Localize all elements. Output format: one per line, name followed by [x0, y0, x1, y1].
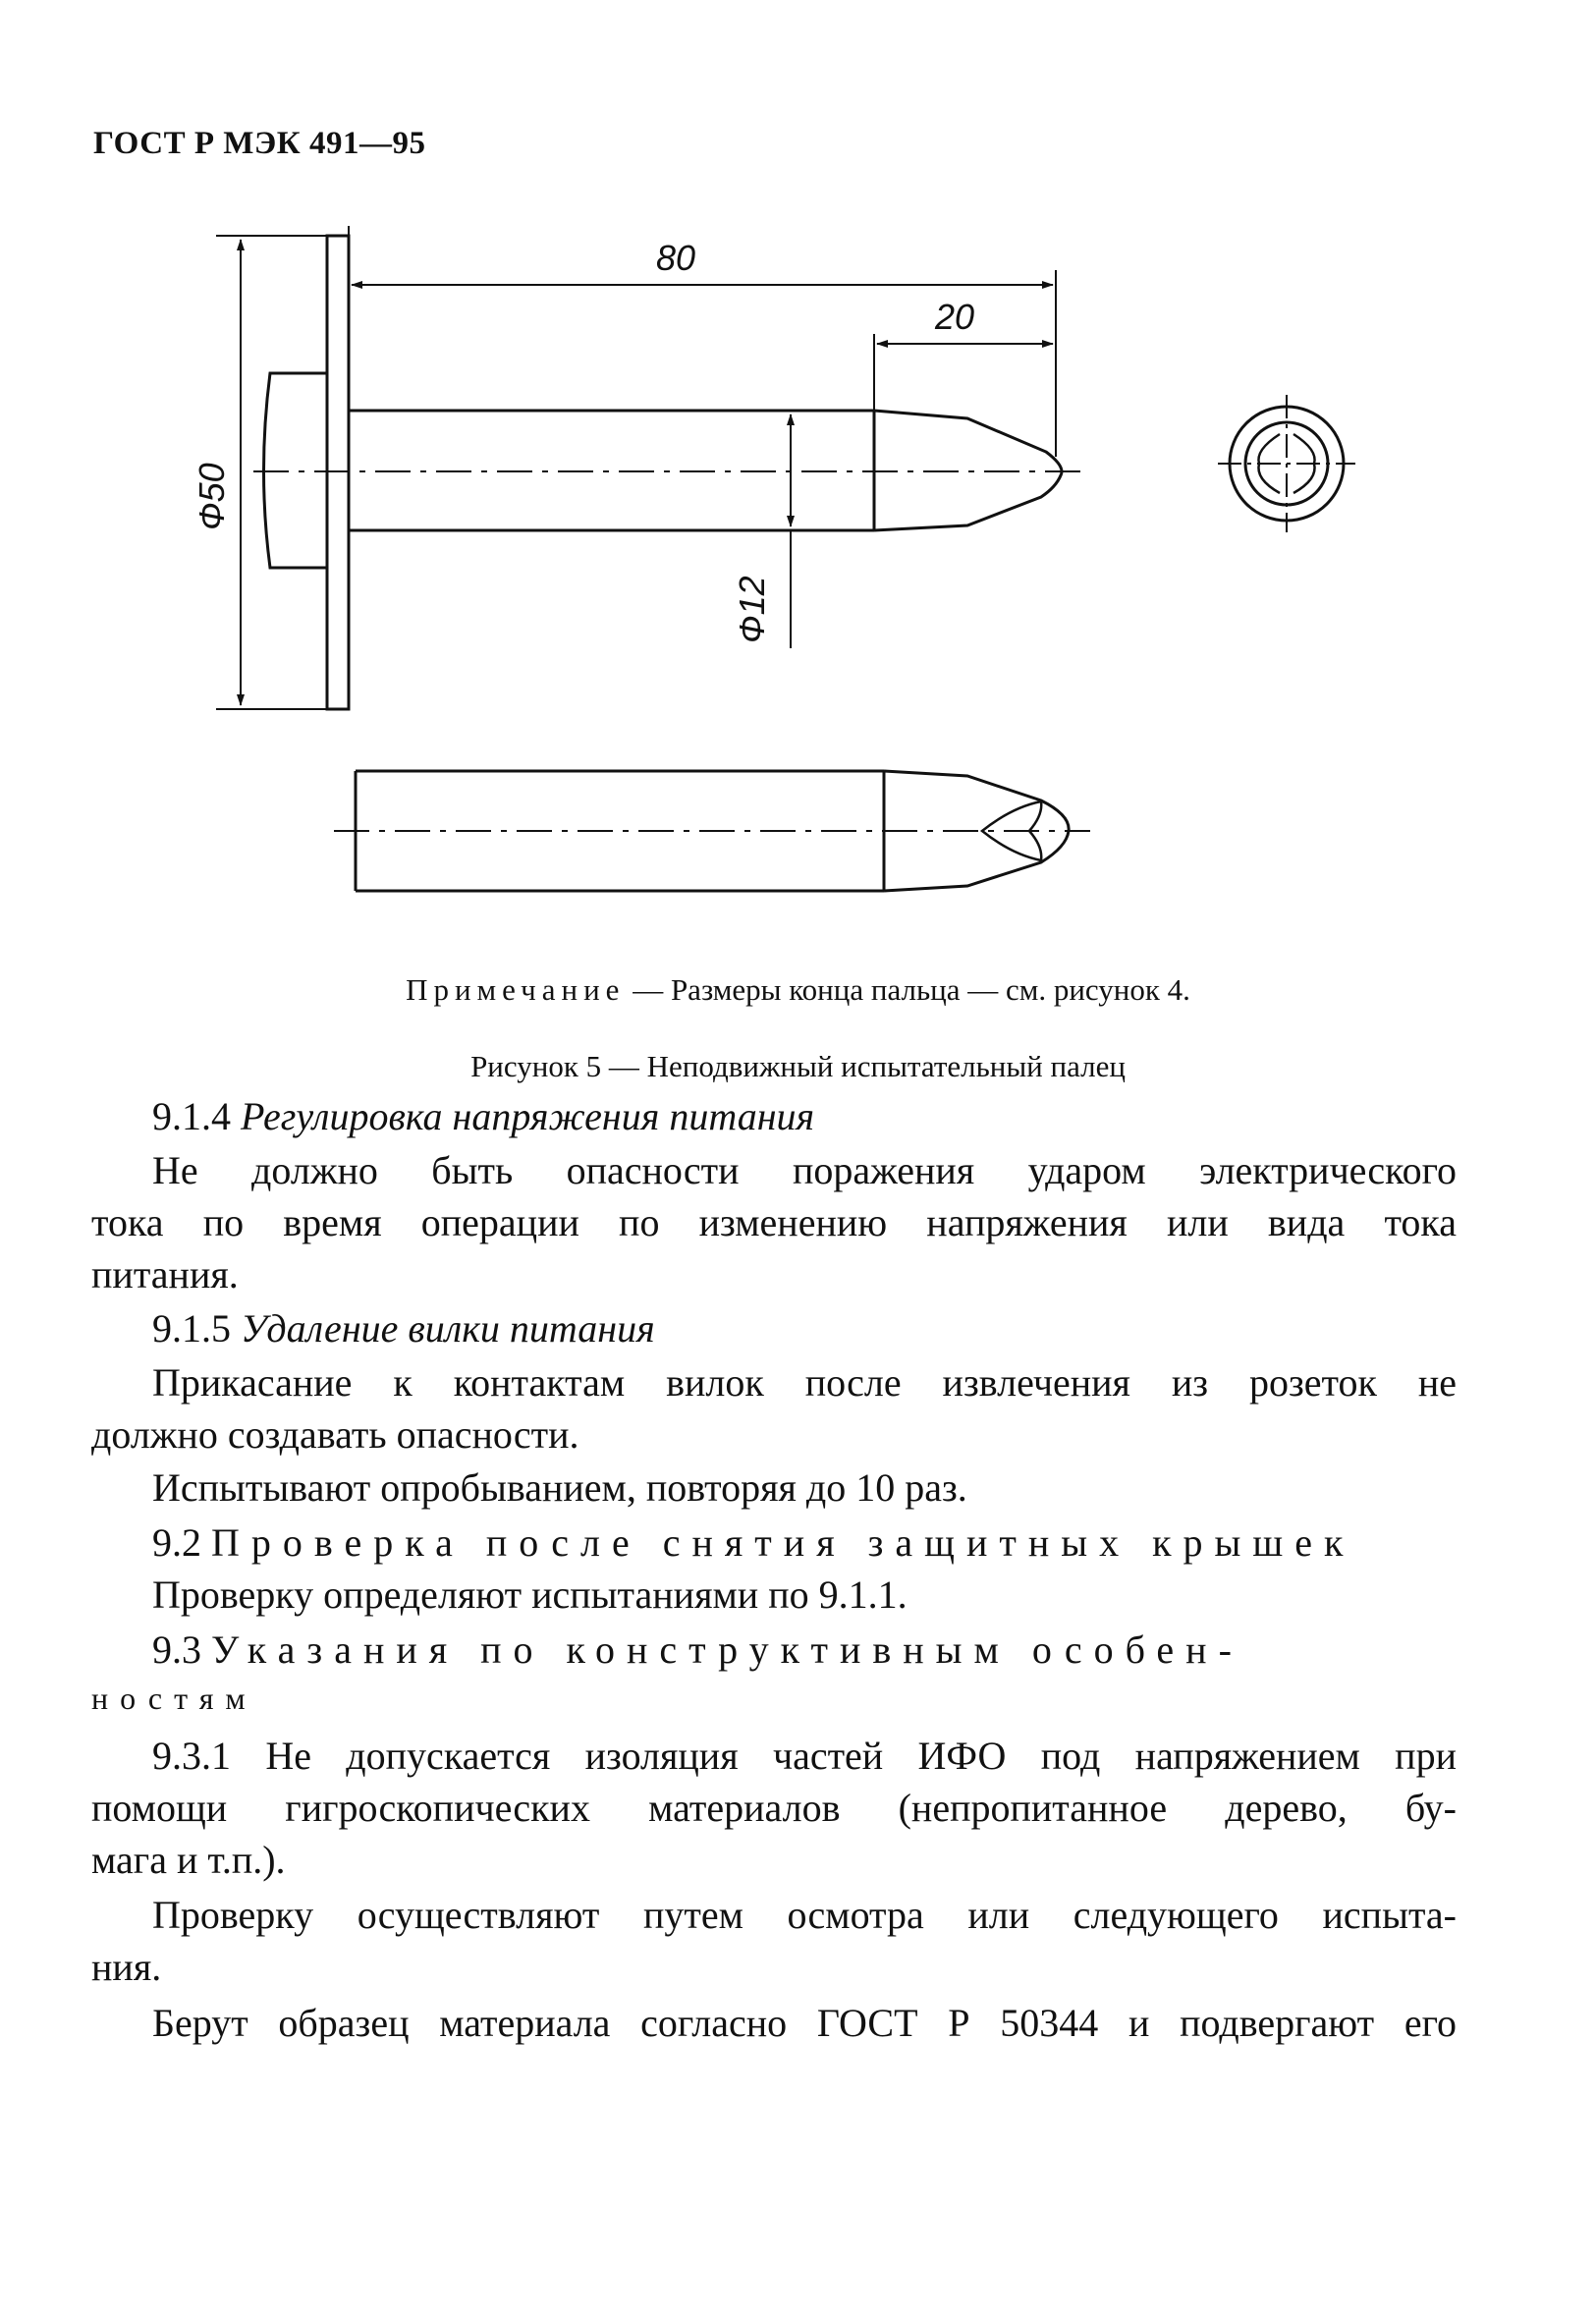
- dim-label-20: 20: [935, 297, 975, 337]
- figure-title: Рисунок 5 — Неподвижный испытательный палец: [470, 1049, 1126, 1083]
- dim-label-phi12: Ф12: [732, 576, 772, 643]
- section-9-3-heading: [152, 1627, 1457, 1672]
- section-number: 9.1.4: [152, 1094, 231, 1138]
- paragraph-line: Прикасание к контактам вилок после извлечения из розеток не: [152, 1360, 1457, 1405]
- side-view: [334, 771, 1090, 891]
- dim-label-80: 80: [656, 238, 696, 278]
- note-lead: Примечание: [406, 972, 626, 1007]
- paragraph-line: Не должно быть опасности поражения ударом электрического: [152, 1148, 1457, 1192]
- paragraph-line: мага и т.п.).: [91, 1838, 286, 1882]
- paragraph-line: Испытывают опробыванием, повторяя до 10 раз.: [152, 1465, 967, 1510]
- figure-note: [0, 972, 1596, 1008]
- dim-label-phi50: Ф50: [192, 463, 232, 530]
- test-finger-drawing: [0, 196, 1596, 943]
- section-9-2-heading: [152, 1520, 1457, 1565]
- paragraph-line: питания.: [91, 1252, 239, 1296]
- paragraph-line: Берут образец материала согласно ГОСТ Р 50344 и подвергают его: [152, 2001, 1457, 2045]
- paragraph-line: 9.3.1 Не допускается изоляция частей ИФО под напряжением при: [152, 1734, 1457, 1778]
- section-title: Регулировка напряжения питания: [241, 1094, 815, 1138]
- note-text: — Размеры конца пальца — см. рисунок 4.: [625, 972, 1190, 1007]
- section-title: Указания по конструктивным особен-: [211, 1627, 1243, 1672]
- section-title: Проверка после снятия защитных крышек: [211, 1520, 1355, 1565]
- section-9-1-5-heading: [152, 1306, 1457, 1351]
- paragraph-line: Проверку определяют испытаниями по 9.1.1.: [152, 1572, 908, 1617]
- section-9-1-4-heading: [152, 1094, 1457, 1138]
- section-number: 9.2: [152, 1520, 201, 1565]
- section-number: 9.3: [152, 1627, 201, 1672]
- document-header: ГОСТ Р МЭК 491—95: [93, 126, 426, 161]
- paragraph-line: тока по время операции по изменению напряжения или вида тока: [91, 1200, 1457, 1244]
- section-title: Удаление вилки питания: [241, 1306, 655, 1351]
- paragraph-line: должно создавать опасности.: [91, 1412, 579, 1457]
- paragraph-line: помощи гигроскопических материалов (непропитанное дерево, бу-: [91, 1786, 1457, 1830]
- section-title-continuation: ностям: [91, 1681, 257, 1716]
- end-view: [1218, 395, 1355, 532]
- paragraph-line: Проверку осуществляют путем осмотра или следующего испыта-: [152, 1893, 1457, 1937]
- paragraph-line: ния.: [91, 1945, 162, 1989]
- section-number: 9.1.5: [152, 1306, 231, 1351]
